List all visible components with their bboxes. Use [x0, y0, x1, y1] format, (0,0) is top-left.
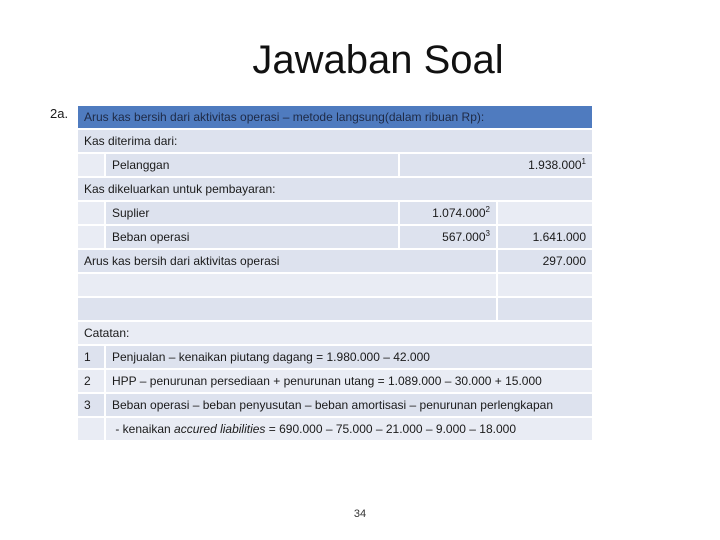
note-text: HPP – penurunan persediaan + penurunan utang = 1.089.000 – 30.000 + 15.000 [106, 370, 592, 392]
operating-expense-row [78, 226, 592, 250]
note-text: Beban operasi – beban penyusutan – beban amortisasi – penurunan perlengkapan [106, 394, 592, 416]
note-row [78, 346, 592, 370]
received-label: Kas diterima dari: [78, 130, 592, 152]
suppliers-row [78, 202, 592, 226]
note-number: 3 [78, 394, 104, 416]
note-continuation-row [78, 418, 592, 442]
customers-value: 1.938.000$^1$ [400, 154, 592, 176]
question-number: 2a. [50, 106, 69, 121]
received-row [78, 130, 592, 154]
operating-expense-label: Beban operasi [106, 226, 398, 248]
note-continuation: - kenaikan accured liabilities = 690.000 – 75.000 – 21.000 – 9.000 – 18.000 [106, 418, 592, 440]
notes-label-row [78, 322, 592, 346]
notes-label: Catatan: [78, 322, 592, 344]
customers-label: Pelanggan [106, 154, 398, 176]
operating-expense-value: 567.000$^3$ [400, 226, 496, 248]
customers-row [78, 154, 592, 178]
paid-label: Kas dikeluarkan untuk pembayaran: [78, 178, 592, 200]
note-number: 2 [78, 370, 104, 392]
net-cash-value: 297.000 [498, 250, 592, 272]
paid-total-value: 1.641.000 [498, 226, 592, 248]
table-header-row [78, 106, 592, 130]
note-row [78, 394, 592, 418]
note-row [78, 370, 592, 394]
empty-row [78, 274, 592, 298]
paid-row [78, 178, 592, 202]
net-cash-row [78, 250, 592, 274]
net-cash-label: Arus kas bersih dari aktivitas operasi [78, 250, 496, 272]
slide-title: Jawaban Soal [252, 38, 504, 82]
page-number: 34 [353, 508, 367, 520]
table-header: Arus kas bersih dari aktivitas operasi – metode langsung(dalam ribuan Rp): [78, 106, 592, 128]
note-number: 1 [78, 346, 104, 368]
empty-row [78, 298, 592, 322]
cash-flow-table [78, 106, 592, 442]
note-text: Penjualan – kenaikan piutang dagang = 1.980.000 – 42.000 [106, 346, 592, 368]
suppliers-value: 1.074.000$^2$ [400, 202, 496, 224]
suppliers-label: Suplier [106, 202, 398, 224]
